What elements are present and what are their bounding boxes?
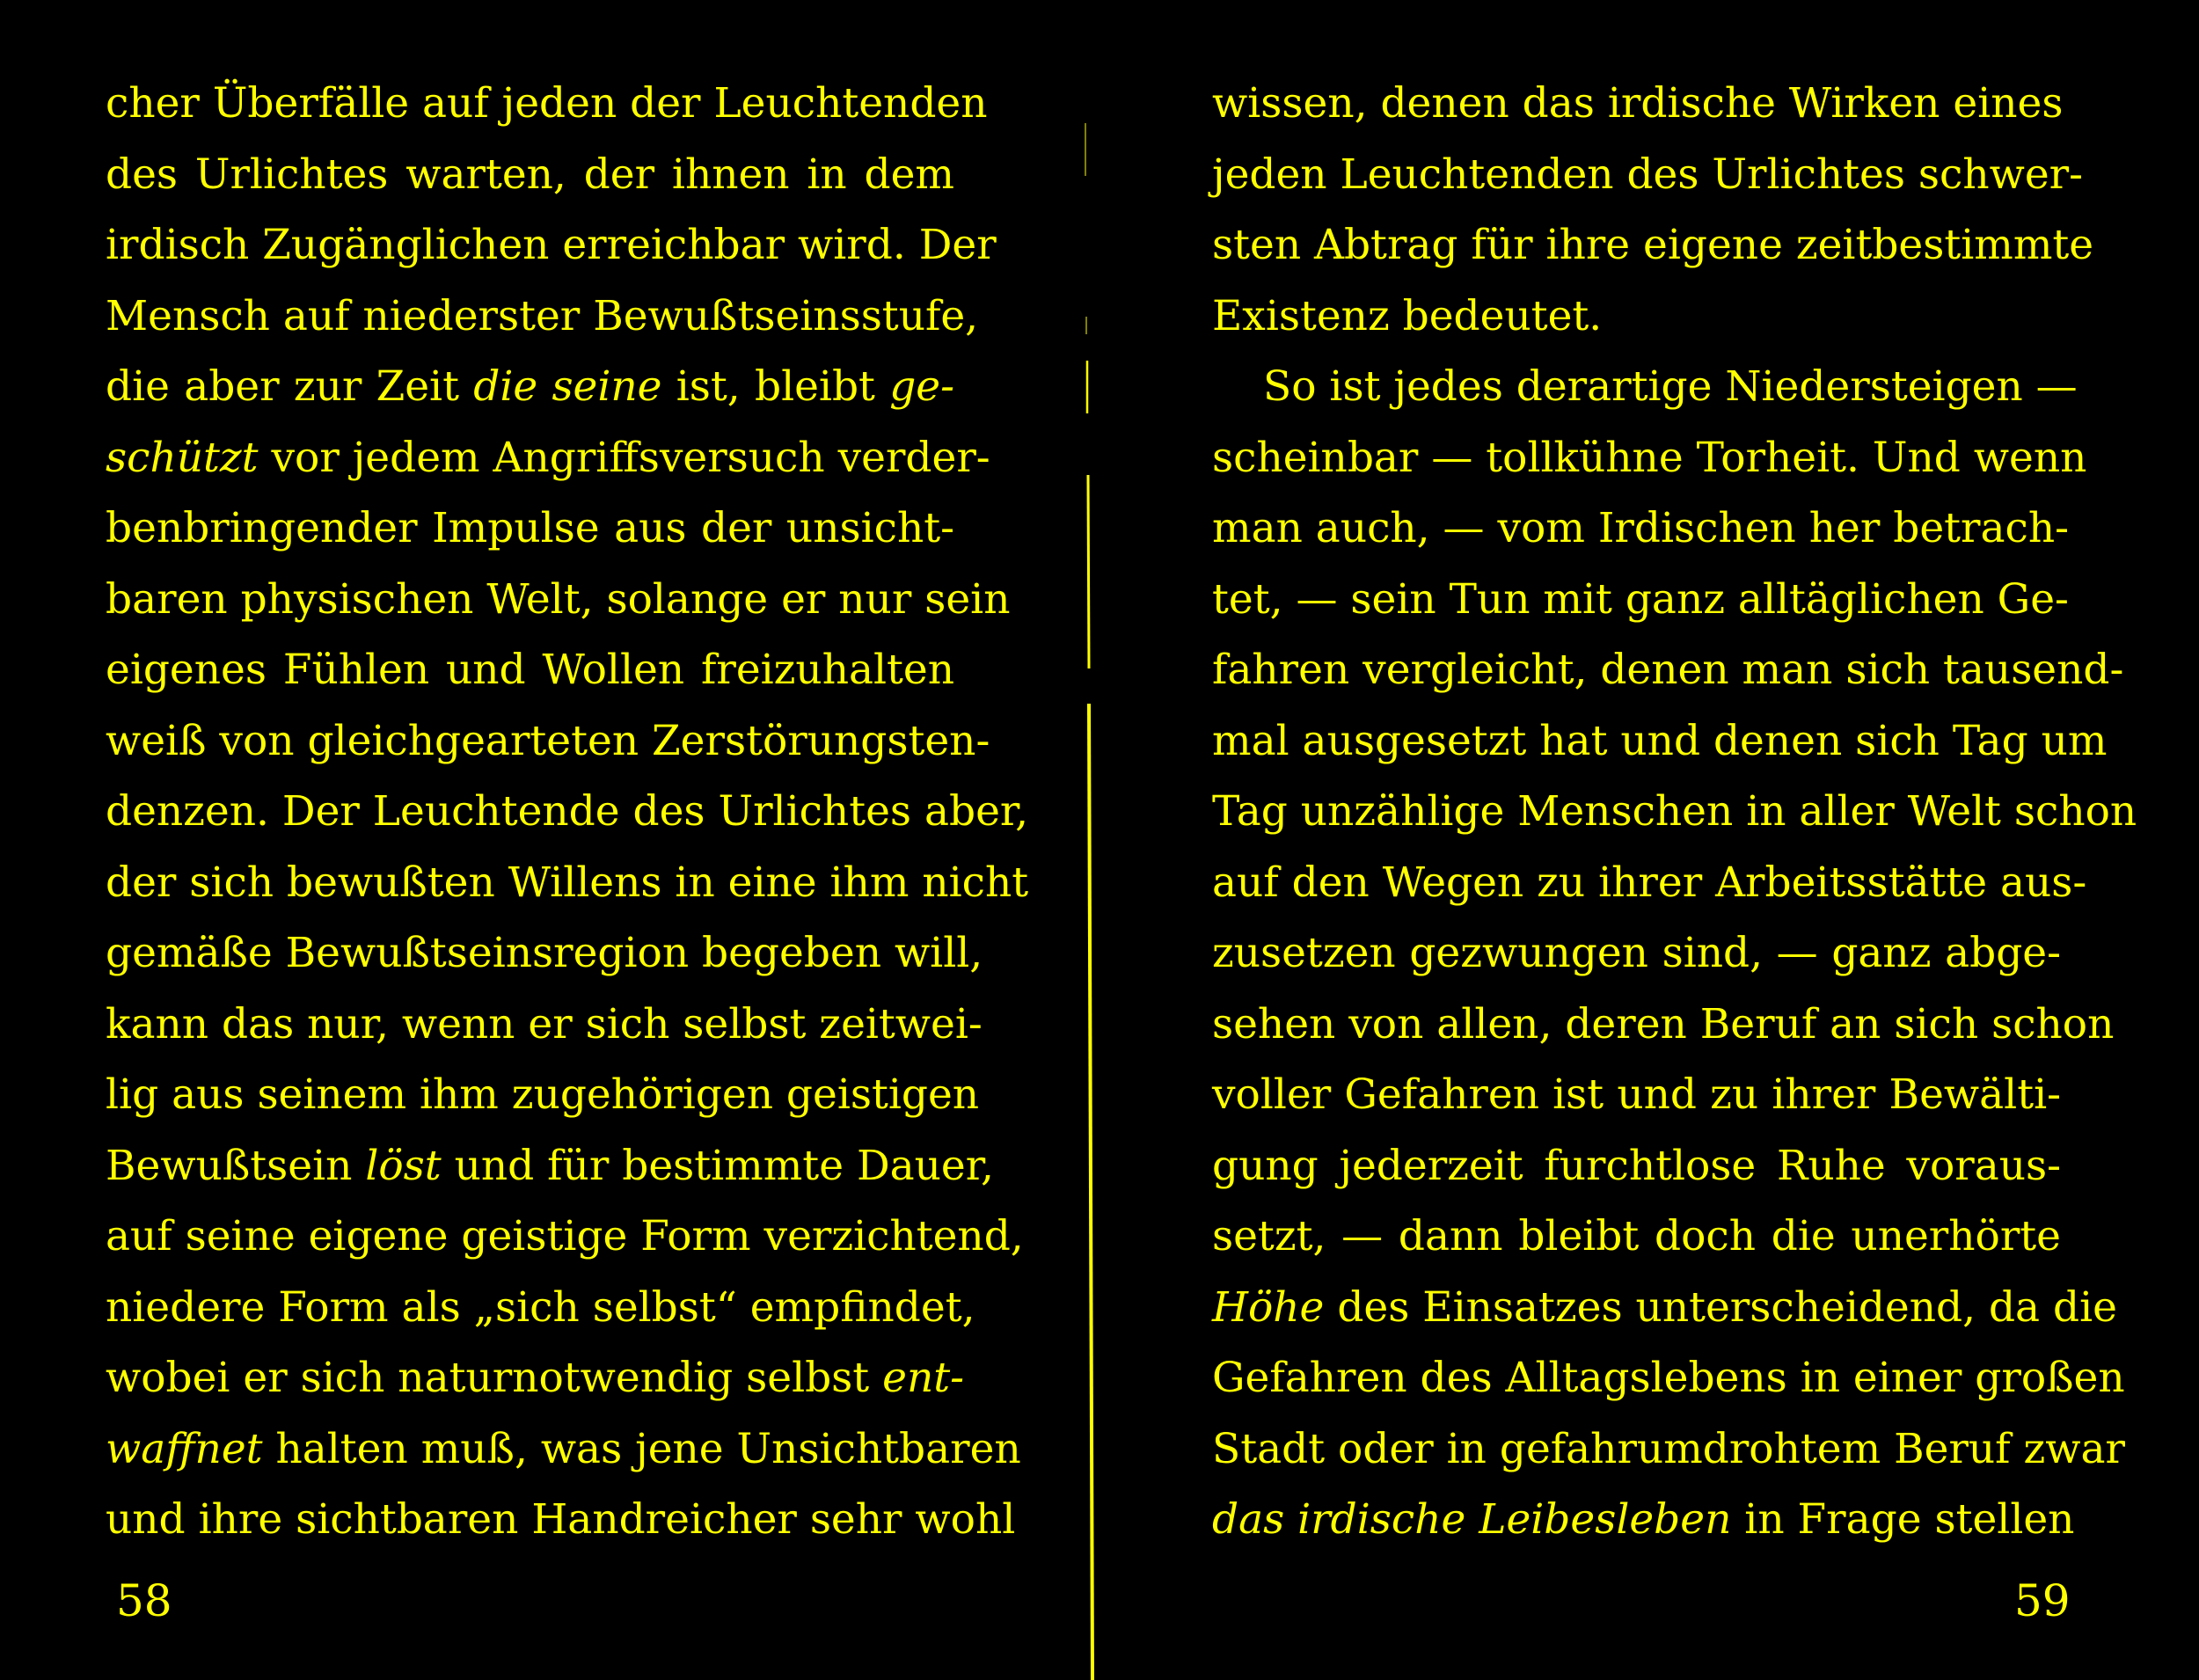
text-run: lig aus seinem ihm zugehörigen geistigen	[106, 1070, 980, 1119]
text-run: der sich bewußten Willens in eine ihm nicht	[106, 858, 1029, 907]
page-number-left: 58	[116, 1575, 172, 1626]
right-page-text	[1212, 69, 2137, 1556]
text-run: Mensch auf niederster Bewußtseinsstufe,	[106, 291, 979, 340]
text-line	[1212, 1202, 2061, 1273]
text-line	[106, 1060, 980, 1131]
text-run: cher Überfälle auf jeden der Leuchtenden	[106, 79, 988, 128]
text-run: fahren vergleicht, denen man sich tausend-	[1212, 646, 2124, 694]
text-line	[106, 1131, 994, 1202]
text-run: die aber zur Zeit	[106, 362, 474, 411]
text-line	[1212, 1131, 2061, 1202]
text-run: So ist jedes derartige Niedersteigen —	[1263, 362, 2078, 411]
italic-text: schützt	[106, 433, 259, 482]
text-line	[1212, 777, 2137, 848]
text-line	[106, 565, 1011, 636]
text-line	[106, 352, 954, 423]
text-run: vor jedem Angriffsversuch verder-	[258, 433, 990, 482]
text-run: auf seine eigene geistige Form verzichtend,	[106, 1212, 1024, 1260]
text-line	[1212, 848, 2087, 919]
text-run: zusetzen gezwungen sind, — ganz abge-	[1212, 929, 2061, 977]
text-run: scheinbar — tollkühne Torheit. Und wenn	[1212, 433, 2087, 482]
text-line	[1212, 706, 2108, 778]
text-line	[1212, 1273, 2117, 1344]
text-line	[1212, 210, 2094, 281]
text-line	[106, 990, 983, 1061]
text-line	[1212, 565, 2069, 636]
text-run: benbringender Impulse aus der unsicht-	[106, 504, 954, 552]
italic-text: die seine	[473, 362, 662, 411]
text-line	[1212, 1060, 2061, 1131]
text-run: Tag unzählige Menschen in aller Welt schon	[1212, 787, 2137, 836]
text-line	[1212, 1485, 2075, 1556]
text-run: wissen, denen das irdische Wirken eines	[1212, 79, 2064, 128]
text-line	[1212, 918, 2061, 990]
text-run: irdisch Zugänglichen erreichbar wird. Der	[106, 221, 997, 269]
text-line	[106, 1273, 975, 1344]
text-run: Gefahren des Alltagslebens in einer großen	[1212, 1354, 2125, 1402]
text-run: jeden Leuchtenden des Urlichtes schwer-	[1212, 150, 2084, 199]
text-run: tet, — sein Tun mit ganz alltäglichen Ge-	[1212, 574, 2069, 624]
italic-text: das irdische Leibesleben	[1212, 1495, 1732, 1544]
text-run: auf den Wegen zu ihrer Arbeitsstätte aus-	[1212, 858, 2087, 907]
text-line	[106, 635, 954, 706]
text-run: sehen von allen, deren Beruf an sich schon	[1212, 999, 2115, 1048]
gutter-line	[1084, 0, 1101, 1680]
text-line	[1212, 990, 2115, 1061]
text-line	[1212, 1414, 2125, 1486]
text-run: niedere Form als „sich selbst“ empfindet,	[106, 1282, 975, 1332]
text-line	[106, 848, 1029, 919]
text-line	[106, 1414, 1021, 1486]
text-run: kann das nur, wenn er sich selbst zeitwei-	[106, 999, 983, 1048]
italic-text: ge-	[889, 362, 954, 411]
text-line	[1212, 352, 2078, 423]
text-run: man auch, — vom Irdischen her betrach-	[1212, 504, 2069, 552]
text-run: ist, bleibt	[661, 362, 890, 411]
text-run: des Einsatzes unterscheidend, da die	[1324, 1282, 2117, 1332]
text-line	[106, 493, 954, 565]
text-run: gemäße Bewußtseinsregion begeben will,	[106, 929, 983, 977]
text-run: mal ausgesetzt hat und denen sich Tag um	[1212, 716, 2108, 765]
text-run: eigenes Fühlen und Wollen freizuhalten	[106, 646, 954, 694]
text-run: und für bestimmte Dauer,	[441, 1141, 994, 1190]
text-line	[1212, 423, 2087, 494]
text-run: Existenz bedeutet.	[1212, 291, 1603, 340]
text-run: sten Abtrag für ihre eigene zeitbestimmte	[1212, 221, 2094, 269]
text-run: voller Gefahren ist und zu ihrer Bewälti-	[1212, 1070, 2061, 1119]
text-line	[106, 1485, 1016, 1556]
text-line	[106, 69, 988, 140]
text-line	[106, 918, 983, 990]
text-run: und ihre sichtbaren Handreicher sehr wohl	[106, 1495, 1016, 1544]
text-line	[1212, 281, 2061, 353]
text-run: in Frage stellen	[1731, 1495, 2075, 1544]
text-line	[1212, 493, 2069, 565]
italic-text: ent-	[882, 1354, 964, 1402]
page-number-right: 59	[2014, 1575, 2071, 1626]
text-run: wobei er sich naturnotwendig selbst	[106, 1354, 883, 1402]
text-line	[106, 777, 1029, 848]
text-line	[106, 281, 979, 353]
text-line	[1212, 635, 2124, 706]
text-run: denzen. Der Leuchtende des Urlichtes aber,	[106, 787, 1029, 836]
text-line	[106, 210, 997, 281]
italic-text: Höhe	[1212, 1282, 1325, 1332]
text-run: halten muß, was jene Unsichtbaren	[262, 1424, 1021, 1473]
text-run: weiß von gleichgearteten Zerstörungsten-	[106, 716, 990, 765]
left-page-text	[106, 69, 1029, 1556]
text-line	[106, 706, 990, 778]
text-line	[106, 423, 990, 494]
text-line	[1212, 140, 2084, 211]
text-run: setzt, — dann bleibt doch die unerhörte	[1212, 1212, 2061, 1260]
text-run: Bewußtsein	[106, 1141, 366, 1190]
text-line	[1212, 1343, 2125, 1414]
text-line	[106, 140, 954, 211]
gutter-line-graphic	[1084, 0, 1101, 1680]
italic-text: waffnet	[106, 1424, 263, 1473]
italic-text: löst	[365, 1141, 442, 1190]
text-line	[106, 1202, 1024, 1273]
text-line	[106, 1343, 964, 1414]
text-run: baren physischen Welt, solange er nur sein	[106, 574, 1011, 624]
text-line	[1212, 69, 2064, 140]
text-run: Stadt oder in gefahrumdrohtem Beruf zwar	[1212, 1424, 2125, 1473]
text-run: gung jederzeit furchtlose Ruhe voraus-	[1212, 1141, 2061, 1190]
text-run: des Urlichtes warten, der ihnen in dem	[106, 150, 954, 199]
